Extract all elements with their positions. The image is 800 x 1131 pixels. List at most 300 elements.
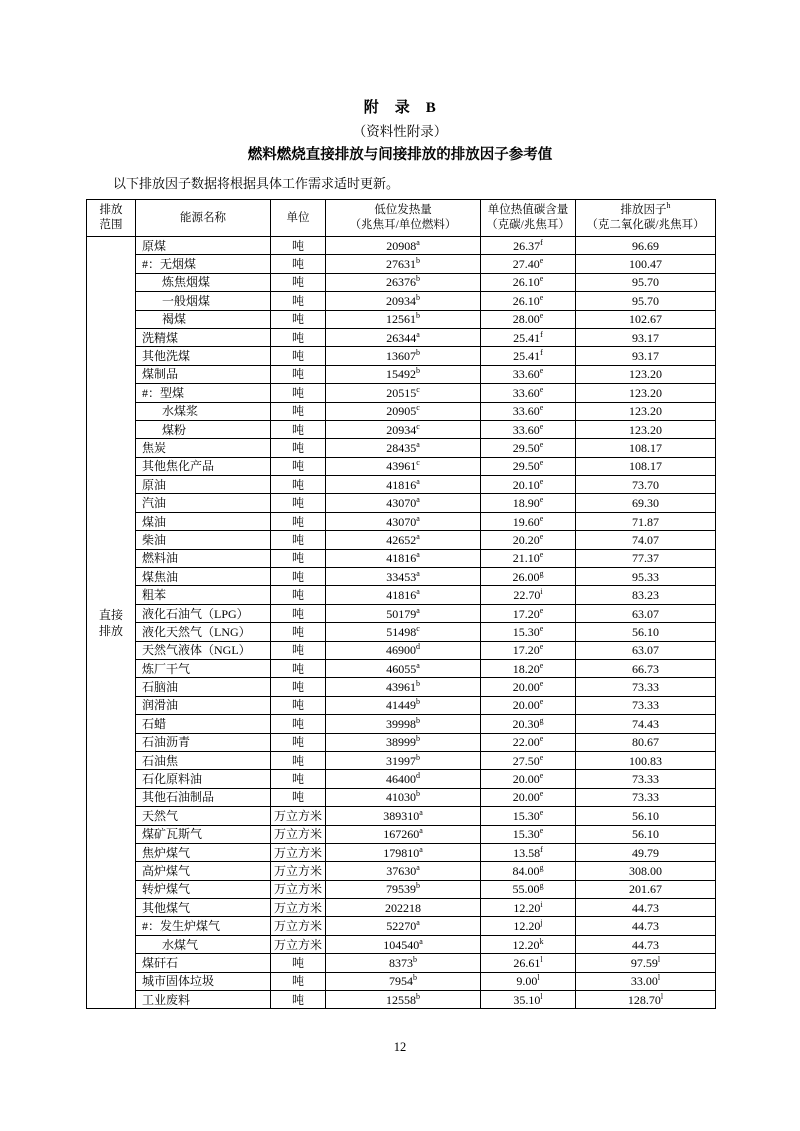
cell-ncv-value: 28435: [386, 440, 417, 455]
cell-ncv: [326, 770, 481, 788]
cell-carbon-content: [481, 439, 576, 457]
cell-emission-factor-value: 93.17: [632, 330, 659, 345]
cell-energy-name: 石蜡: [136, 715, 271, 733]
cell-ncv: [326, 439, 481, 457]
cell-emission-factor-value: 97.59: [630, 955, 658, 970]
cell-unit: 万立方米: [271, 917, 326, 935]
footnote-marker: a: [416, 605, 420, 615]
appendix-label: 附 录 B: [363, 100, 437, 116]
cell-ncv-value: 42652: [386, 532, 417, 547]
footnote-marker: a: [416, 862, 420, 872]
cell-emission-factor: [576, 273, 716, 291]
cell-ncv-value: 43070: [386, 514, 417, 529]
cell-carbon-content: [481, 807, 576, 825]
cell-ncv-value: 46900: [386, 643, 416, 658]
cell-carbon-content-value: 21.10: [512, 551, 540, 566]
footnote-marker: e: [539, 256, 544, 266]
cell-energy-name: 润滑油: [136, 696, 271, 714]
cell-emission-factor-value: 73.33: [632, 772, 659, 787]
table-row: [87, 420, 716, 438]
cell-ncv: [326, 751, 481, 769]
cell-ncv-value: 41816: [386, 477, 417, 492]
footnote-marker: b: [413, 954, 417, 964]
footnote-marker: i: [540, 899, 543, 909]
cell-unit: 万立方米: [271, 825, 326, 843]
footnote-marker: g: [539, 715, 544, 725]
footnote-marker: c: [416, 384, 420, 394]
cell-ncv: [326, 402, 481, 420]
cell-emission-factor: [576, 512, 716, 530]
cell-carbon-content-value: 22.70: [513, 588, 541, 603]
cell-unit: 吨: [271, 237, 326, 255]
table-row: [87, 402, 716, 420]
footnote-marker: e: [539, 366, 544, 376]
cell-energy-name: 天然气: [136, 807, 271, 825]
footnote-marker: e: [539, 789, 544, 799]
cell-carbon-content: [481, 935, 576, 953]
cell-energy-name: 石化原料油: [136, 770, 271, 788]
cell-carbon-content-value: 25.41: [513, 349, 541, 364]
cell-energy-name: 天然气液体（NGL）: [136, 641, 271, 659]
cell-emission-factor: [576, 880, 716, 898]
cell-ncv-value: 43070: [386, 496, 417, 511]
cell-carbon-content: [481, 568, 576, 586]
cell-ncv: [326, 365, 481, 383]
cell-carbon-content-value: 15.30: [512, 624, 540, 639]
cell-emission-factor-value: 123.20: [629, 404, 662, 419]
cell-emission-factor-value: 73.33: [632, 698, 659, 713]
cell-energy-name: 石油沥青: [136, 733, 271, 751]
cell-unit: 吨: [271, 494, 326, 512]
cell-emission-factor-value: 102.67: [629, 312, 662, 327]
cell-unit: 吨: [271, 604, 326, 622]
cell-emission-factor: [576, 586, 716, 604]
cell-ncv: [326, 862, 481, 880]
cell-carbon-content: [481, 494, 576, 512]
footnote-marker: a: [419, 807, 423, 817]
table-row: [87, 678, 716, 696]
cell-emission-factor-value: 49.79: [632, 845, 659, 860]
cell-carbon-content-value: 19.60: [512, 514, 540, 529]
cell-carbon-content-value: 20.00: [512, 772, 540, 787]
cell-emission-factor: [576, 972, 716, 990]
cell-unit: 吨: [271, 696, 326, 714]
cell-carbon-content-value: 33.60: [512, 385, 540, 400]
cell-carbon-content-value: 84.00: [512, 863, 540, 878]
footnote-marker: l: [660, 991, 664, 1001]
cell-energy-name: 高炉煤气: [136, 862, 271, 880]
cell-energy-name: 炼焦烟煤: [136, 273, 271, 291]
table-row: [87, 328, 716, 346]
footnote-marker: a: [416, 329, 420, 339]
cell-ncv-value: 41816: [386, 551, 417, 566]
cell-emission-factor: [576, 715, 716, 733]
cell-emission-factor: [576, 476, 716, 494]
table-header-row: [87, 200, 716, 237]
cell-emission-factor: [576, 568, 716, 586]
cell-emission-factor-value: 95.70: [632, 293, 659, 308]
cell-ncv-value: 20908: [386, 238, 417, 253]
cell-emission-factor: [576, 402, 716, 420]
cell-emission-factor-value: 108.17: [629, 440, 662, 455]
cell-unit: 吨: [271, 991, 326, 1009]
cell-emission-factor: [576, 862, 716, 880]
table-row: [87, 880, 716, 898]
footnote-marker: a: [416, 476, 420, 486]
cell-carbon-content-value: 26.00: [512, 569, 540, 584]
cell-ncv: [326, 733, 481, 751]
cell-carbon-content-value: 12.20: [513, 919, 541, 934]
cell-emission-factor: [576, 604, 716, 622]
cell-emission-factor: [576, 954, 716, 972]
cell-carbon-content: [481, 972, 576, 990]
cell-carbon-content: [481, 328, 576, 346]
cell-emission-factor-value: 44.73: [632, 919, 659, 934]
cell-ncv: [326, 586, 481, 604]
cell-energy-name: 其他洗煤: [136, 347, 271, 365]
cell-energy-name: 燃料油: [136, 549, 271, 567]
table-header: [87, 200, 716, 237]
cell-unit: 吨: [271, 586, 326, 604]
page-title: 燃料燃烧直接排放与间接排放的排放因子参考值: [247, 147, 553, 163]
cell-carbon-content: [481, 991, 576, 1009]
cell-ncv: [326, 512, 481, 530]
table-row: [87, 623, 716, 641]
cell-emission-factor: [576, 991, 716, 1009]
cell-ncv: [326, 476, 481, 494]
footnote-marker: a: [419, 826, 423, 836]
cell-carbon-content-value: 26.10: [512, 293, 540, 308]
footnote-marker: b: [416, 292, 420, 302]
footnote-marker: d: [416, 771, 420, 781]
cell-ncv: [326, 604, 481, 622]
footnote-marker: l: [657, 954, 661, 964]
table-row: [87, 788, 716, 806]
table-row: [87, 991, 716, 1009]
cell-emission-factor: [576, 641, 716, 659]
cell-emission-factor: [576, 678, 716, 696]
cell-carbon-content-value: 12.20: [513, 900, 541, 915]
cell-ncv-value: 104540: [383, 937, 420, 952]
cell-ncv: [326, 972, 481, 990]
footnote-marker: k: [539, 936, 544, 946]
table-row: [87, 696, 716, 714]
footnote-marker: b: [416, 697, 420, 707]
table-row: [87, 641, 716, 659]
cell-emission-factor-value: 33.00: [630, 974, 658, 989]
cell-ncv-value: 389310: [383, 808, 420, 823]
footnote-marker: a: [416, 587, 420, 597]
cell-carbon-content: [481, 476, 576, 494]
cell-ncv: [326, 696, 481, 714]
cell-energy-name: 煤制品: [136, 365, 271, 383]
cell-ncv: [326, 384, 481, 402]
cell-ncv: [326, 292, 481, 310]
footnote-marker: f: [540, 237, 543, 247]
cell-carbon-content: [481, 310, 576, 328]
column-header-energy-name: 能源名称: [136, 200, 271, 237]
cell-carbon-content: [481, 623, 576, 641]
footnote-marker: e: [539, 384, 544, 394]
table-row: [87, 770, 716, 788]
cell-unit: 吨: [271, 659, 326, 677]
cell-carbon-content: [481, 917, 576, 935]
cell-carbon-content: [481, 237, 576, 255]
footnote-marker: a: [416, 439, 420, 449]
cell-energy-name: 一般烟煤: [136, 292, 271, 310]
footnote-marker: l: [540, 954, 543, 964]
cell-ncv-value: 26344: [386, 330, 417, 345]
cell-energy-name: 液化天然气（LNG）: [136, 623, 271, 641]
footnote-marker: e: [539, 403, 544, 413]
cell-emission-factor: [576, 457, 716, 475]
cell-emission-factor-value: 95.33: [632, 569, 659, 584]
cell-ncv: [326, 641, 481, 659]
cell-ncv-value: 79539: [386, 882, 416, 897]
cell-ncv: [326, 788, 481, 806]
cell-emission-factor-value: 74.43: [632, 716, 659, 731]
cell-emission-factor: [576, 310, 716, 328]
footnote-marker: e: [539, 292, 544, 302]
cell-ncv-value: 15492: [386, 367, 416, 382]
cell-ncv-value: 20515: [386, 385, 417, 400]
cell-carbon-content-value: 20.10: [512, 477, 540, 492]
cell-carbon-content: [481, 420, 576, 438]
cell-ncv-value: 38999: [386, 735, 416, 750]
cell-ncv: [326, 678, 481, 696]
footnote-marker: b: [416, 679, 420, 689]
cell-emission-factor-value: 74.07: [632, 532, 659, 547]
table-row: [87, 494, 716, 512]
cell-emission-factor-value: 66.73: [632, 661, 659, 676]
cell-energy-name: 粗苯: [136, 586, 271, 604]
table-row: [87, 531, 716, 549]
cell-emission-factor: [576, 751, 716, 769]
cell-emission-factor-value: 83.23: [632, 588, 659, 603]
footnote-marker: j: [540, 918, 543, 928]
cell-carbon-content: [481, 880, 576, 898]
cell-emission-factor-value: 56.10: [632, 624, 659, 639]
cell-carbon-content: [481, 531, 576, 549]
cell-unit: 吨: [271, 402, 326, 420]
cell-carbon-content-value: 33.60: [512, 367, 540, 382]
cell-ncv-value: 20934: [386, 293, 416, 308]
table-row: [87, 935, 716, 953]
footnote-marker: a: [419, 844, 423, 854]
cell-emission-factor-value: 77.37: [632, 551, 659, 566]
cell-carbon-content-value: 20.30: [512, 716, 540, 731]
footnote-marker: i: [540, 587, 543, 597]
table-row: [87, 255, 716, 273]
cell-ncv: [326, 843, 481, 861]
cell-emission-factor-value: 308.00: [629, 863, 662, 878]
cell-ncv-value: 12561: [386, 312, 416, 327]
cell-ncv-value: 167260: [383, 827, 420, 842]
cell-carbon-content-value: 22.00: [512, 735, 540, 750]
table-row: [87, 715, 716, 733]
cell-ncv: [326, 991, 481, 1009]
cell-emission-factor-value: 93.17: [632, 349, 659, 364]
cell-carbon-content-value: 20.00: [512, 698, 540, 713]
cell-energy-name: 石脑油: [136, 678, 271, 696]
table-row: [87, 917, 716, 935]
footnote-marker: a: [416, 513, 420, 523]
cell-ncv: [326, 899, 481, 917]
cell-emission-factor-value: 63.07: [632, 606, 659, 621]
cell-ncv-value: 27631: [386, 257, 416, 272]
cell-unit: 吨: [271, 733, 326, 751]
cell-energy-name: 工业废料: [136, 991, 271, 1009]
cell-ncv-value: 26376: [386, 275, 416, 290]
cell-ncv-value: 20905: [386, 404, 417, 419]
cell-carbon-content-value: 15.30: [512, 827, 540, 842]
cell-energy-name: 柴油: [136, 531, 271, 549]
cell-carbon-content-value: 29.50: [512, 459, 540, 474]
cell-carbon-content: [481, 292, 576, 310]
cell-emission-factor: [576, 623, 716, 641]
cell-unit: 吨: [271, 384, 326, 402]
cell-carbon-content-value: 13.58: [513, 845, 541, 860]
cell-emission-factor: [576, 549, 716, 567]
column-header-scope: 排放 范围: [87, 200, 136, 237]
table-row: [87, 476, 716, 494]
footnote-marker: e: [539, 642, 544, 652]
cell-emission-factor: [576, 696, 716, 714]
cell-energy-name: 煤油: [136, 512, 271, 530]
cell-carbon-content: [481, 641, 576, 659]
footnote-marker: b: [416, 256, 420, 266]
cell-energy-name: 水煤气: [136, 935, 271, 953]
cell-ncv: [326, 954, 481, 972]
footnote-marker: b: [416, 881, 420, 891]
footnote-marker: e: [539, 605, 544, 615]
cell-carbon-content: [481, 457, 576, 475]
footnote-marker: a: [416, 495, 420, 505]
cell-ncv-value: 39998: [386, 716, 416, 731]
cell-energy-name: 煤矸石: [136, 954, 271, 972]
table-row: [87, 365, 716, 383]
cell-emission-factor-value: 44.73: [632, 900, 659, 915]
cell-emission-factor-value: 73.70: [632, 477, 659, 492]
cell-unit: 吨: [271, 549, 326, 567]
cell-emission-factor: [576, 255, 716, 273]
footnote-marker: a: [416, 550, 420, 560]
cell-ncv: [326, 917, 481, 935]
cell-carbon-content: [481, 954, 576, 972]
cell-emission-factor-value: 69.30: [632, 496, 659, 511]
cell-ncv: [326, 807, 481, 825]
cell-carbon-content: [481, 751, 576, 769]
cell-emission-factor: [576, 328, 716, 346]
cell-emission-factor-value: 201.67: [629, 882, 662, 897]
cell-carbon-content-value: 20.00: [512, 790, 540, 805]
cell-emission-factor-value: 123.20: [629, 367, 662, 382]
cell-ncv-value: 46055: [386, 661, 417, 676]
cell-emission-factor: [576, 825, 716, 843]
column-header-carbon-content: 单位热值碳含量 （克碳/兆焦耳）: [481, 200, 576, 237]
table-row: [87, 825, 716, 843]
cell-carbon-content: [481, 825, 576, 843]
footnote-marker: b: [416, 991, 420, 1001]
table-row: [87, 439, 716, 457]
table-row: [87, 586, 716, 604]
cell-unit: 万立方米: [271, 899, 326, 917]
cell-ncv: [326, 255, 481, 273]
cell-energy-name: 液化石油气（LPG）: [136, 604, 271, 622]
cell-emission-factor-value: 123.20: [629, 422, 662, 437]
cell-energy-name: 其他焦化产品: [136, 457, 271, 475]
cell-emission-factor: [576, 531, 716, 549]
cell-ncv: [326, 494, 481, 512]
cell-emission-factor: [576, 807, 716, 825]
cell-unit: 万立方米: [271, 880, 326, 898]
cell-ncv-value: 13607: [386, 349, 416, 364]
emission-factor-table: [86, 199, 716, 1009]
footnote-marker: h: [666, 201, 671, 211]
cell-carbon-content-value: 18.90: [512, 496, 540, 511]
cell-carbon-content: [481, 512, 576, 530]
cell-unit: 吨: [271, 770, 326, 788]
footnote-marker: e: [539, 311, 544, 321]
cell-carbon-content-value: 33.60: [512, 422, 540, 437]
cell-emission-factor-value: 80.67: [632, 735, 659, 750]
cell-unit: 吨: [271, 972, 326, 990]
cell-unit: 万立方米: [271, 807, 326, 825]
page-number: 12: [393, 1040, 407, 1054]
cell-energy-name: 洗精煤: [136, 328, 271, 346]
cell-carbon-content-value: 9.00: [516, 974, 538, 989]
table-row: [87, 733, 716, 751]
cell-energy-name: 其他石油制品: [136, 788, 271, 806]
cell-unit: 吨: [271, 439, 326, 457]
cell-carbon-content-value: 28.00: [512, 312, 540, 327]
cell-energy-name: #：无烟煤: [136, 255, 271, 273]
cell-carbon-content-value: 25.41: [513, 330, 541, 345]
cell-energy-name: 煤粉: [136, 420, 271, 438]
cell-ncv-value: 20934: [386, 422, 417, 437]
footnote-marker: c: [416, 403, 420, 413]
cell-unit: 吨: [271, 568, 326, 586]
cell-ncv: [326, 457, 481, 475]
footnote-marker: e: [539, 550, 544, 560]
cell-ncv-value: 43961: [386, 459, 417, 474]
cell-ncv: [326, 568, 481, 586]
table-row: [87, 899, 716, 917]
cell-ncv: [326, 659, 481, 677]
cell-energy-name: 褐煤: [136, 310, 271, 328]
cell-carbon-content: [481, 384, 576, 402]
cell-ncv-value: 41816: [386, 588, 417, 603]
table-row: [87, 273, 716, 291]
footnote-marker: b: [416, 366, 420, 376]
cell-carbon-content-value: 20.20: [512, 532, 540, 547]
cell-emission-factor: [576, 384, 716, 402]
cell-unit: 吨: [271, 255, 326, 273]
cell-emission-factor-value: 63.07: [632, 643, 659, 658]
cell-emission-factor-value: 44.73: [632, 937, 659, 952]
scope-label-line2: 排放: [98, 623, 123, 638]
footnote-marker: b: [416, 274, 420, 284]
cell-carbon-content: [481, 843, 576, 861]
footnote-marker: e: [539, 495, 544, 505]
cell-carbon-content: [481, 788, 576, 806]
emission-factor-table-wrap: [86, 199, 715, 1009]
cell-energy-name: #：发生炉煤气: [136, 917, 271, 935]
cell-ncv-value: 179810: [383, 845, 420, 860]
footnote-marker: g: [539, 568, 544, 578]
cell-emission-factor: [576, 420, 716, 438]
cell-emission-factor: [576, 292, 716, 310]
